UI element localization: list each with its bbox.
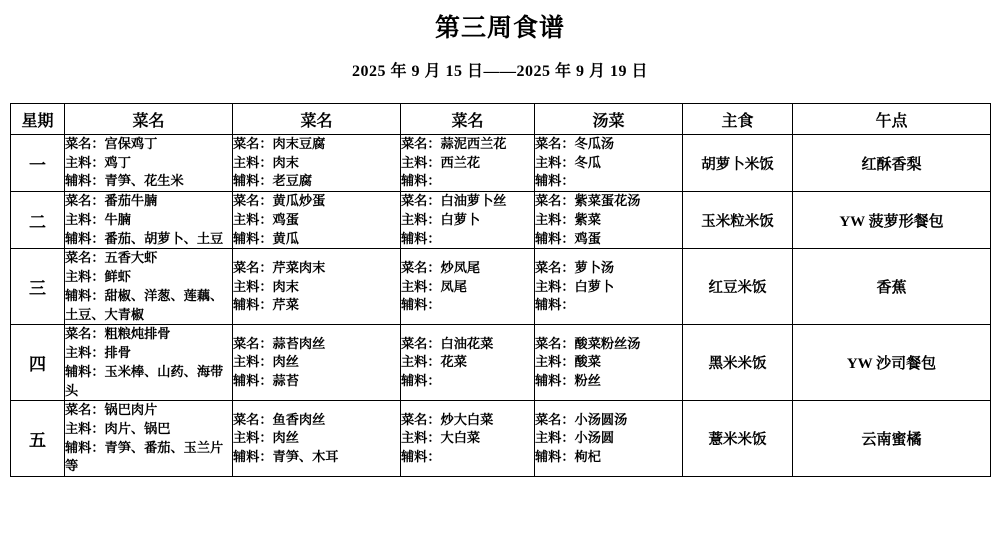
cell-staple: 黑米米饭 [683, 325, 793, 401]
cell-dish-1 [65, 192, 233, 249]
dish-main: 主料：肉丝 [233, 354, 299, 370]
cell-soup [535, 192, 683, 249]
cell-dish-2 [233, 135, 401, 192]
dish-main: 主料：白萝卜 [401, 211, 481, 227]
dish-name: 菜名：肉末豆腐 [233, 136, 326, 151]
cell-snack: YW 沙司餐包 [793, 325, 991, 401]
cell-day: 四 [11, 325, 65, 401]
soup-name: 菜名：冬瓜汤 [535, 136, 615, 151]
dish-sub: 辅料：青笋、番茄、玉兰片等 [65, 439, 224, 474]
dish-sub: 辅料：青笋、花生米 [65, 173, 184, 189]
cell-snack: 云南蜜橘 [793, 401, 991, 477]
dish-name: 菜名：宫保鸡丁 [65, 136, 158, 151]
dish-name: 菜名：炒凤尾 [401, 259, 481, 275]
table-header-row [11, 104, 991, 135]
dish-main: 主料：鲜虾 [65, 269, 131, 285]
menu-table-wrapper [10, 103, 990, 477]
cell-soup [535, 401, 683, 477]
soup-sub: 辅料：枸杞 [535, 449, 601, 465]
cell-day: 二 [11, 192, 65, 249]
cell-staple: 薏米米饭 [683, 401, 793, 477]
column-header-staple: 主食 [683, 104, 793, 135]
cell-snack: 红酥香梨 [793, 135, 991, 192]
dish-main: 主料：排骨 [65, 345, 131, 361]
cell-dish-2 [233, 249, 401, 325]
dish-main: 主料：肉片、锅巴 [65, 421, 171, 437]
cell-day: 一 [11, 135, 65, 192]
dish-name: 菜名：番茄牛腩 [65, 193, 158, 209]
cell-dish-2 [233, 325, 401, 401]
cell-dish-3 [401, 401, 535, 477]
dish-main: 主料：大白菜 [401, 430, 481, 446]
soup-main: 主料：白萝卜 [535, 278, 615, 294]
soup-main: 主料：酸菜 [535, 354, 601, 370]
dish-sub: 辅料：老豆腐 [233, 173, 313, 189]
table-row [11, 325, 991, 401]
cell-dish-1 [65, 249, 233, 325]
dish-name: 菜名：白油花菜 [401, 335, 494, 351]
dish-name: 菜名：黄瓜炒蛋 [233, 193, 326, 209]
cell-snack: YW 菠萝形餐包 [793, 192, 991, 249]
cell-soup [535, 135, 683, 192]
dish-name: 菜名：蒜苔肉丝 [233, 335, 326, 351]
soup-name: 菜名：萝卜汤 [535, 259, 615, 275]
dish-sub: 辅料：青笋、木耳 [233, 449, 339, 465]
cell-soup [535, 249, 683, 325]
dish-main: 主料：凤尾 [401, 278, 467, 294]
cell-staple: 胡萝卜米饭 [683, 135, 793, 192]
dish-sub: 辅料：蒜苔 [233, 373, 299, 389]
table-row [11, 135, 991, 192]
soup-sub: 辅料：鸡蛋 [535, 230, 601, 246]
document-page [0, 8, 1000, 543]
dish-name: 菜名：锅巴肉片 [65, 402, 158, 418]
cell-staple: 玉米粒米饭 [683, 192, 793, 249]
cell-day: 三 [11, 249, 65, 325]
dish-name: 菜名：芹菜肉末 [233, 259, 326, 275]
cell-dish-3 [401, 325, 535, 401]
column-header-dish-3: 菜名 [401, 104, 535, 135]
dish-name: 菜名：粗粮炖排骨 [65, 326, 171, 342]
dish-main: 主料：肉末 [233, 154, 299, 170]
soup-main: 主料：小汤圆 [535, 430, 615, 446]
soup-sub: 辅料：粉丝 [535, 373, 601, 389]
column-header-snack: 午点 [793, 104, 991, 135]
dish-name: 菜名：鱼香肉丝 [233, 411, 326, 427]
dish-sub: 辅料：玉米棒、山药、海带头 [65, 363, 224, 398]
soup-sub: 辅料： [535, 173, 575, 189]
dish-name: 菜名：白油萝卜丝 [401, 193, 507, 209]
dish-main: 主料：肉丝 [233, 430, 299, 446]
dish-sub: 辅料：黄瓜 [233, 230, 299, 246]
column-header-dish-1: 菜名 [65, 104, 233, 135]
dish-main: 主料：牛腩 [65, 211, 131, 227]
column-header-soup: 汤菜 [535, 104, 683, 135]
cell-dish-1 [65, 135, 233, 192]
soup-name: 菜名：紫菜蛋花汤 [535, 193, 641, 209]
dish-name: 菜名：蒜泥西兰花 [401, 136, 507, 151]
soup-sub: 辅料： [535, 297, 575, 313]
dish-sub: 辅料： [401, 230, 441, 246]
cell-snack: 香蕉 [793, 249, 991, 325]
weekly-menu-table [10, 103, 991, 477]
dish-main: 主料：鸡丁 [65, 154, 131, 170]
soup-name: 菜名：酸菜粉丝汤 [535, 335, 641, 351]
soup-main: 主料：冬瓜 [535, 154, 601, 170]
column-header-dish-2: 菜名 [233, 104, 401, 135]
dish-name: 菜名：五香大虾 [65, 250, 158, 266]
dish-sub: 辅料：甜椒、洋葱、莲藕、土豆、大青椒 [65, 287, 224, 322]
cell-day: 五 [11, 401, 65, 477]
dish-main: 主料：花菜 [401, 354, 467, 370]
cell-dish-2 [233, 401, 401, 477]
dish-name: 菜名：炒大白菜 [401, 411, 494, 427]
table-row [11, 401, 991, 477]
column-header-day: 星期 [11, 104, 65, 135]
page-subtitle: 2025 年 9 月 15 日——2025 年 9 月 19 日 [351, 63, 648, 80]
soup-main: 主料：紫菜 [535, 211, 601, 227]
cell-dish-3 [401, 249, 535, 325]
cell-dish-3 [401, 135, 535, 192]
soup-name: 菜名：小汤圆汤 [535, 411, 628, 427]
dish-main: 主料：西兰花 [401, 154, 481, 170]
dish-sub: 辅料： [401, 373, 441, 389]
cell-staple: 红豆米饭 [683, 249, 793, 325]
cell-dish-1 [65, 325, 233, 401]
dish-sub: 辅料：芹菜 [233, 297, 299, 313]
cell-dish-2 [233, 192, 401, 249]
dish-sub: 辅料：番茄、胡萝卜、土豆 [65, 230, 224, 246]
cell-soup [535, 325, 683, 401]
dish-sub: 辅料： [401, 297, 441, 313]
dish-main: 主料：鸡蛋 [233, 211, 299, 227]
dish-main: 主料：肉末 [233, 278, 299, 294]
dish-sub: 辅料： [401, 173, 441, 189]
cell-dish-3 [401, 192, 535, 249]
table-row [11, 192, 991, 249]
page-title: 第三周食谱 [434, 15, 565, 42]
cell-dish-1 [65, 401, 233, 477]
dish-sub: 辅料： [401, 449, 441, 465]
table-row [11, 249, 991, 325]
